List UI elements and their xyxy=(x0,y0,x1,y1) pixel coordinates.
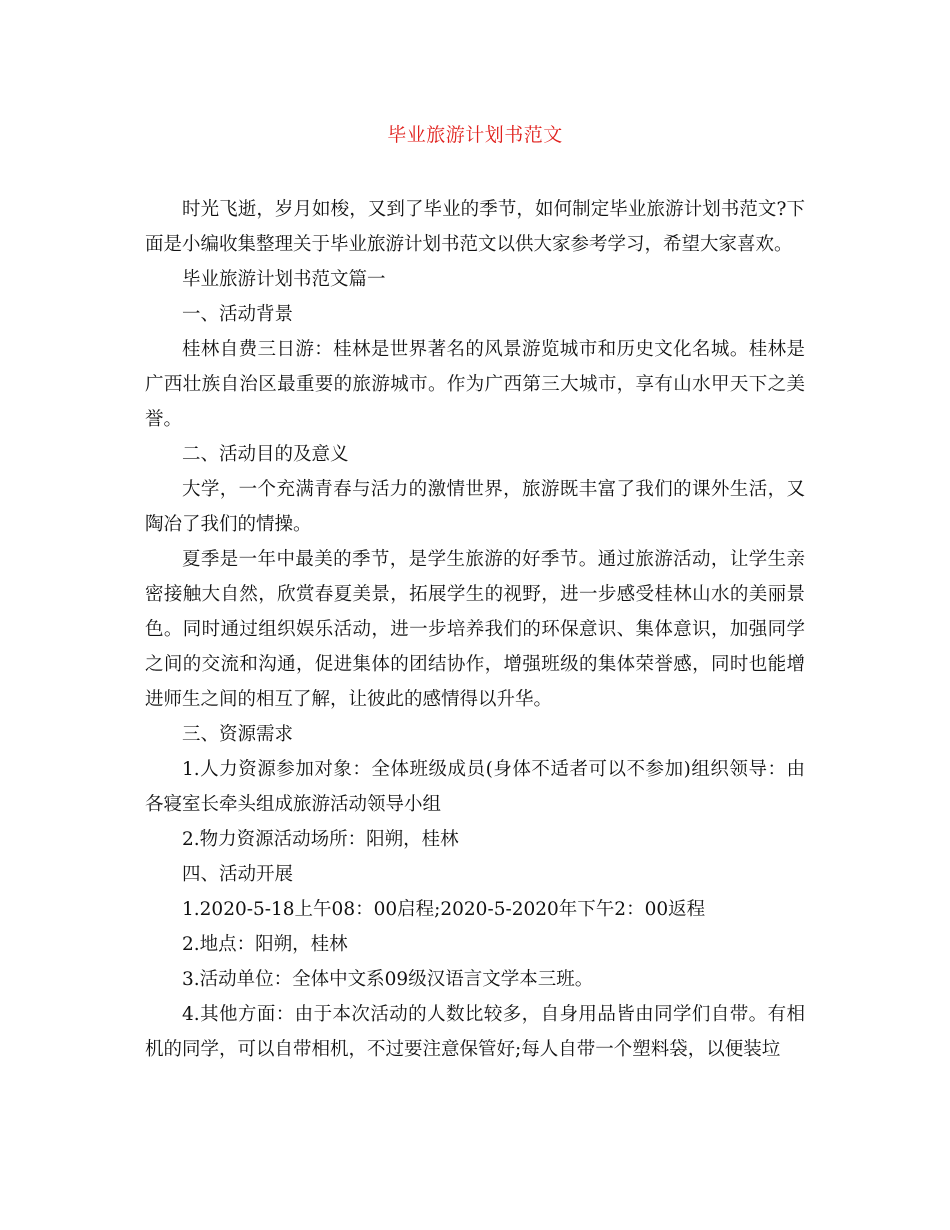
paragraph-other: 4.其他方面：由于本次活动的人数比较多，自身用品皆由同学们自带。有相机的同学，可以自带相机，不过要注意保管好;每人自带一个塑料袋，以便装垃 xyxy=(145,1004,805,1060)
paragraph-purpose-1: 大学，一个充满青春与活力的激情世界，旅游既丰富了我们的课外生活，又陶冶了我们的情操。 xyxy=(145,479,805,535)
paragraph-material-resources: 2.物力资源活动场所：阳朔，桂林 xyxy=(182,829,459,850)
paragraph-purpose-2: 夏季是一年中最美的季节，是学生旅游的好季节。通过旅游活动，让学生亲密接触大自然，欣赏春夏美景，拓展学生的视野，进一步感受桂林山水的美丽景色。同时通过组织娱乐活动，进一步培养我们的环保意识、集体意识，加强同学之间的交流和沟通，促进集体的团结协作，增强班级的集体荣誉感，同时也能增进师生之间的相互了解，让彼此的感情得以升华。 xyxy=(145,549,805,710)
document-title: 毕业旅游计划书范文 xyxy=(387,124,563,146)
section-heading-resources: 三、资源需求 xyxy=(182,724,294,745)
paragraph-schedule: 1.2020-5-18上午08：00启程;2020-5-2020年下午2：00返程 xyxy=(182,899,706,920)
paragraph-sample-heading: 毕业旅游计划书范文篇一 xyxy=(182,269,386,290)
paragraph-location: 2.地点：阳朔，桂林 xyxy=(182,934,348,955)
section-heading-background: 一、活动背景 xyxy=(182,304,294,325)
section-heading-activities: 四、活动开展 xyxy=(182,864,294,885)
paragraph-intro: 时光飞逝，岁月如梭，又到了毕业的季节，如何制定毕业旅游计划书范文?下面是小编收集整理关于毕业旅游计划书范文以供大家参考学习，希望大家喜欢。 xyxy=(145,199,805,255)
section-heading-purpose: 二、活动目的及意义 xyxy=(182,444,349,465)
paragraph-background: 桂林自费三日游：桂林是世界著名的风景游览城市和历史文化名城。桂林是广西壮族自治区最重要的旅游城市。作为广西第三大城市，享有山水甲天下之美誉。 xyxy=(145,339,805,430)
paragraph-human-resources: 1.人力资源参加对象：全体班级成员(身体不适者可以不参加)组织领导：由各寝室长牵头组成旅游活动领导小组 xyxy=(145,759,805,815)
document-body xyxy=(145,192,805,1067)
paragraph-unit: 3.活动单位：全体中文系09级汉语言文学本三班。 xyxy=(182,969,594,990)
